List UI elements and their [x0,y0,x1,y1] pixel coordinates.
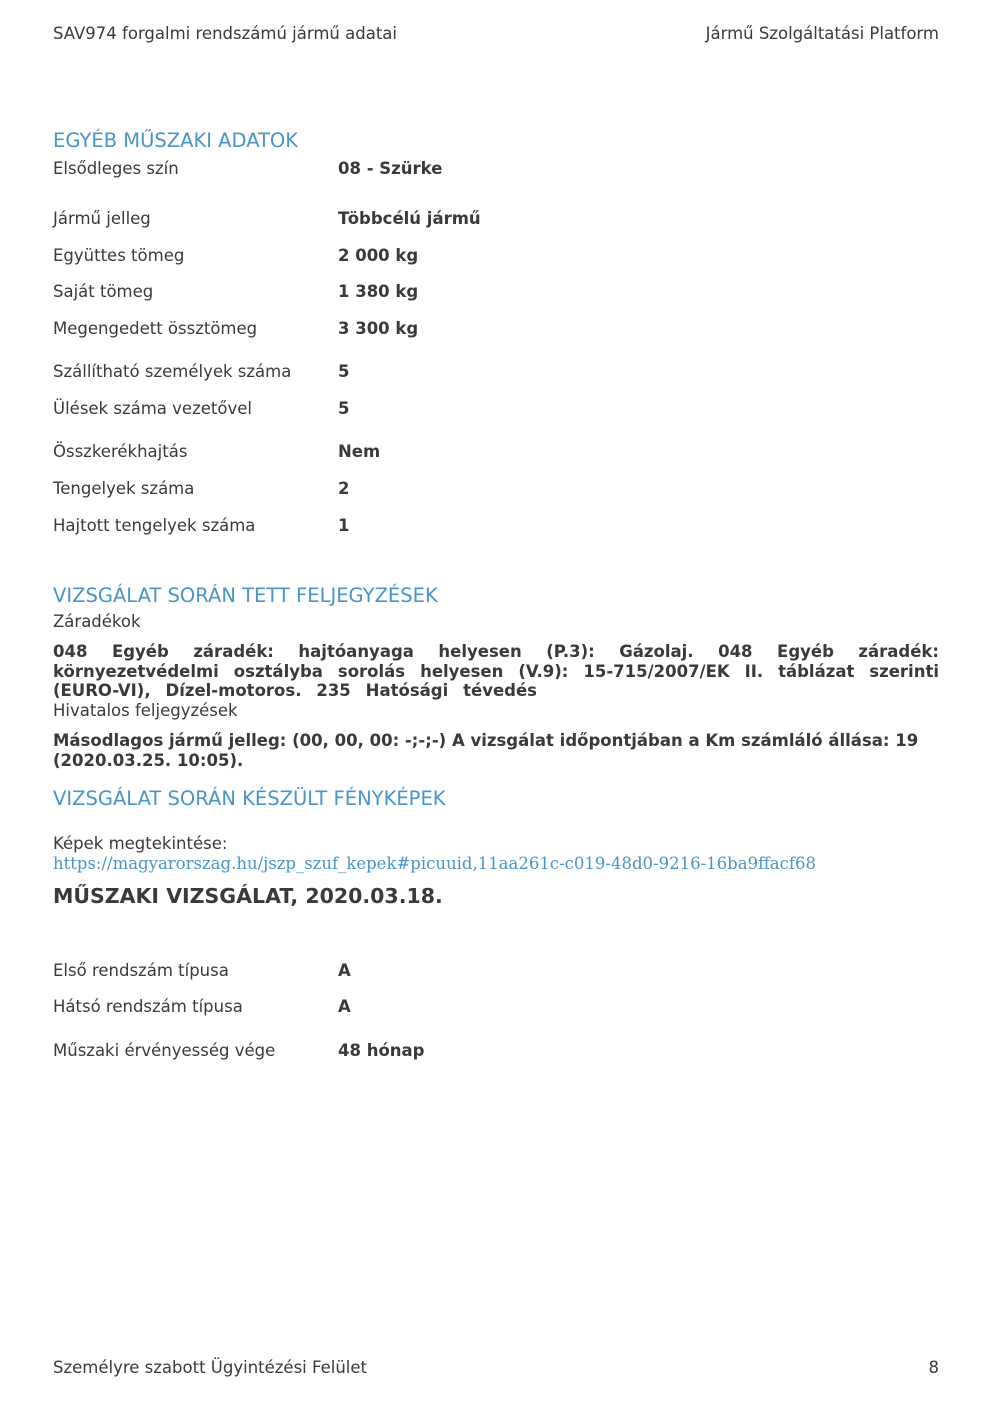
photos-view-label: Képek megtekintése: [53,834,228,853]
inspection-title: MŰSZAKI VIZSGÁLAT, 2020.03.18. [53,884,443,908]
clauses-line-3: (EURO-VI), Dízel-motoros. 235 Hatósági tévedés [53,681,537,700]
row-label-max-mass: Megengedett össztömeg [53,319,258,338]
row-label-passengers: Szállítható személyek száma [53,362,292,381]
row-label-rear-plate: Hátsó rendszám típusa [53,997,243,1016]
official-notes-label: Hivatalos feljegyzések [53,701,238,720]
row-value-combined-mass: 2 000 kg [338,246,419,265]
row-value-rear-plate: A [338,997,351,1016]
row-label-seats: Ülések száma vezetővel [53,399,252,418]
row-value-vehicle-type: Többcélú jármű [338,209,481,228]
row-value-validity: 48 hónap [338,1041,425,1060]
footer-title: Személyre szabott Ügyintézési Felület [53,1358,367,1377]
row-value-passengers: 5 [338,362,350,381]
header-platform: Jármű Szolgáltatási Platform [705,24,939,43]
row-label-driven-axles: Hajtott tengelyek száma [53,516,256,535]
clauses-line-2: környezetvédelmi osztályba sorolás helyesen (V.9): 15-715/2007/EK II. táblázat szerinti [53,661,939,681]
row-value-driven-axles: 1 [338,516,350,535]
section-title-notes: VIZSGÁLAT SORÁN TETT FELJEGYZÉSEK [53,584,438,607]
section-title-photos: VIZSGÁLAT SORÁN KÉSZÜLT FÉNYKÉPEK [53,787,446,810]
header-title: SAV974 forgalmi rendszámú jármű adatai [53,24,397,43]
section-title-technical: EGYÉB MŰSZAKI ADATOK [53,129,299,152]
photos-link[interactable]: https://magyarorszag.hu/jszp_szuf_kepek#picuuid,11aa261c-c019-48d0-9216-16ba9ffacf68 [53,854,816,873]
row-label-combined-mass: Együttes tömeg [53,246,185,265]
row-label-primary-color: Elsődleges szín [53,159,179,178]
row-label-awd: Összkerékhajtás [53,442,188,461]
row-value-own-mass: 1 380 kg [338,282,419,301]
row-value-seats: 5 [338,399,350,418]
page-number: 8 [928,1358,939,1377]
official-notes-text: Másodlagos jármű jelleg: (00, 00, 00: -;-;-) A vizsgálat időpontjában a Km számláló állása: 19 (2020.03.25. 10:05). [53,731,919,770]
row-label-own-mass: Saját tömeg [53,282,154,301]
row-label-vehicle-type: Jármű jelleg [53,209,151,228]
row-value-axles: 2 [338,479,350,498]
row-label-axles: Tengelyek száma [53,479,195,498]
row-value-primary-color: 08 - Szürke [338,159,443,178]
row-value-front-plate: A [338,961,351,980]
clauses-label: Záradékok [53,612,141,631]
row-value-awd: Nem [338,442,381,461]
clauses-line-1: 048 Egyéb záradék: hajtóanyaga helyesen (P.3): Gázolaj. 048 Egyéb záradék: [53,642,939,661]
row-label-front-plate: Első rendszám típusa [53,961,229,980]
row-value-max-mass: 3 300 kg [338,319,419,338]
row-label-validity: Műszaki érvényesség vége [53,1041,276,1060]
